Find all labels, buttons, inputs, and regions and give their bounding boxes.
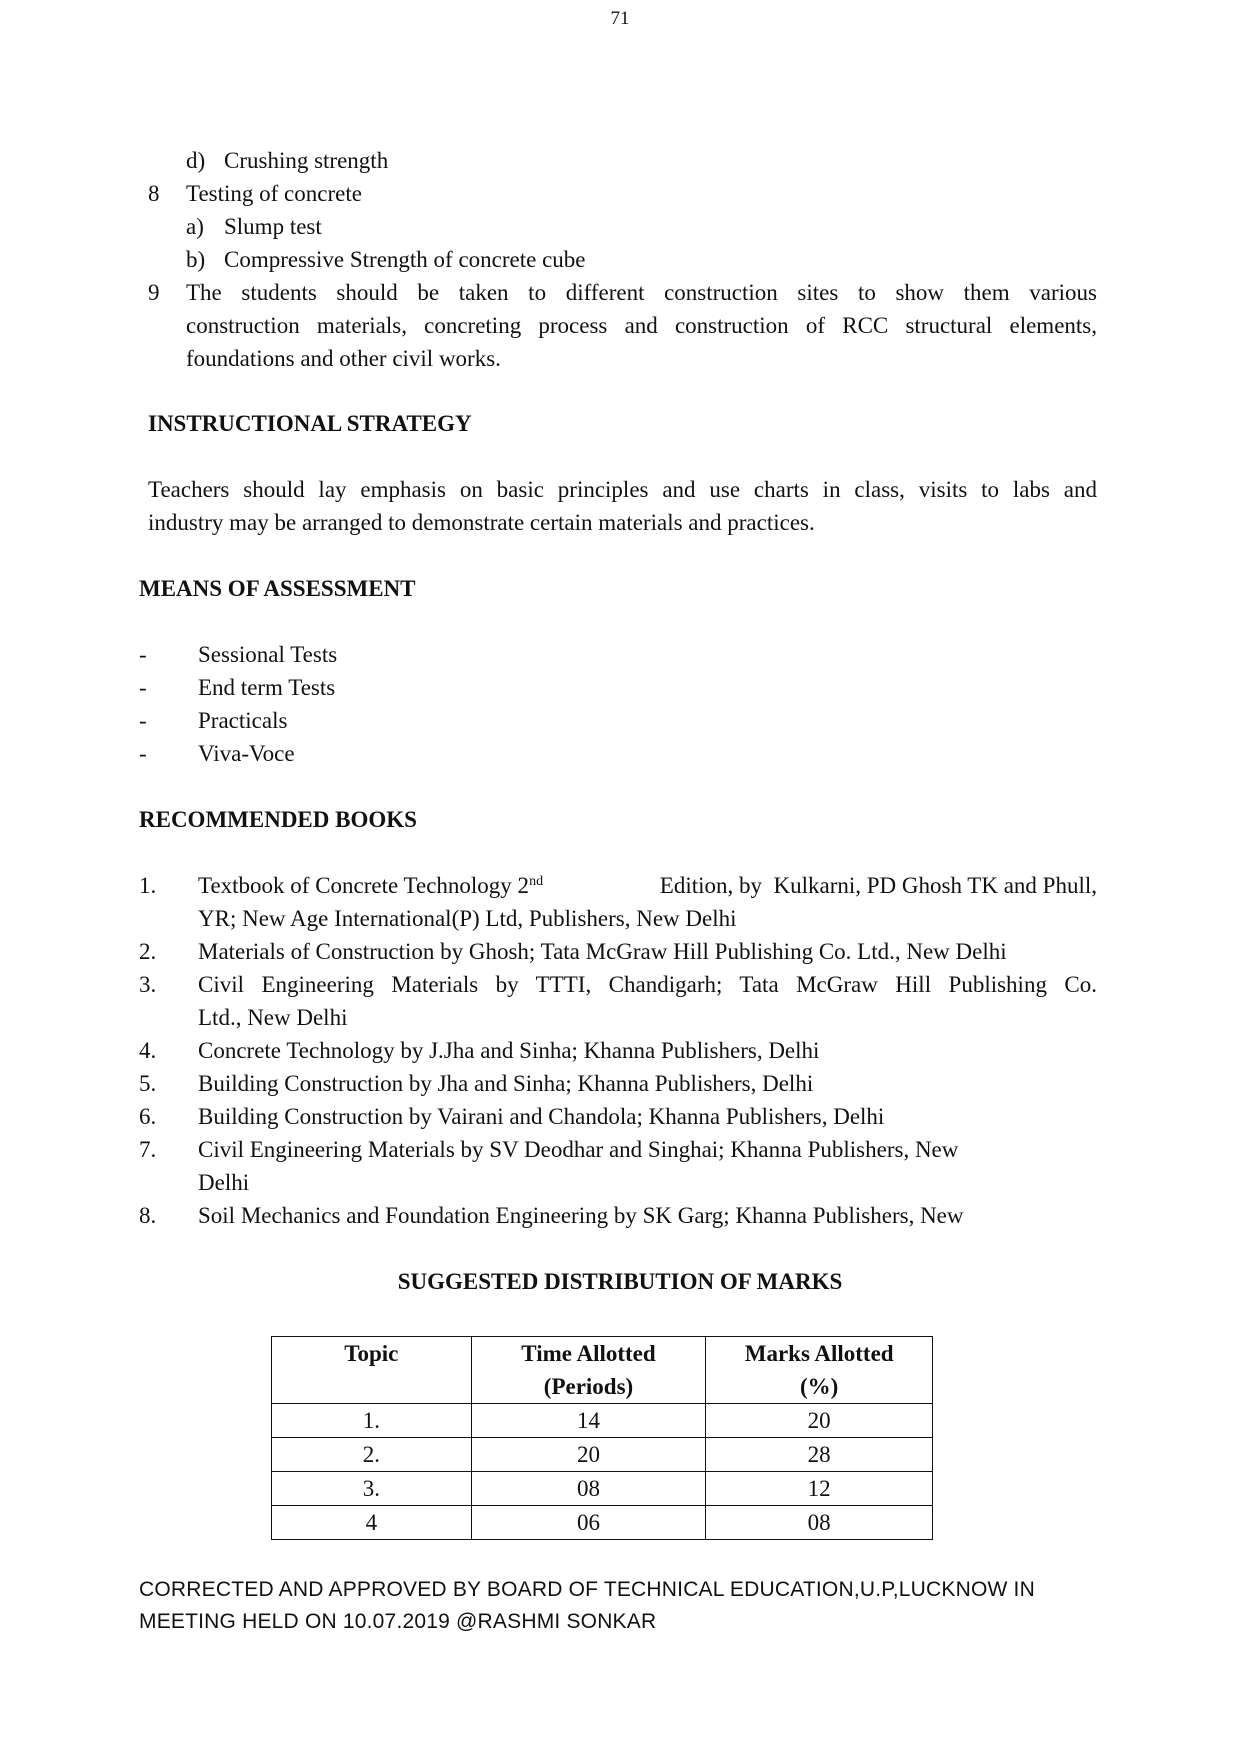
header-line: Marks Allotted [744, 1341, 894, 1366]
cell-marks: 20 [706, 1404, 933, 1438]
header-line: (%) [800, 1374, 839, 1399]
bullet-dash: - [139, 675, 147, 700]
paragraph-line: industry may be arranged to demonstrate certain materials and practices. [148, 510, 815, 535]
book-text-start: Textbook of Concrete Technology 2 [198, 873, 530, 898]
cell-time: 14 [471, 1404, 706, 1438]
header-line-blank [272, 1370, 471, 1403]
section-heading: INSTRUCTIONAL STRATEGY [148, 411, 472, 436]
list-number: 9 [148, 280, 160, 305]
header-line: (Periods) [543, 1374, 634, 1399]
list-item: Civil Engineering Materials by SV Deodhar and Singhai; Khanna Publishers, New [198, 1137, 959, 1162]
bullet-dash: - [139, 708, 147, 733]
table-row [272, 1404, 933, 1438]
list-item: Materials of Construction by Ghosh; Tata McGraw Hill Publishing Co. Ltd., New Delhi [198, 939, 1007, 964]
paragraph-line: The students should be taken to different construction sites to show them various [186, 280, 1097, 305]
list-item [198, 869, 1097, 902]
paragraph-line: foundations and other civil works. [186, 346, 501, 371]
list-item: Sessional Tests [198, 642, 338, 667]
cell-marks: 08 [706, 1506, 933, 1540]
list-item-continuation: YR; New Age International(P) Ltd, Publishers, New Delhi [198, 906, 737, 931]
list-number: 3. [139, 972, 157, 997]
column-header-time [471, 1337, 706, 1404]
list-item: Testing of concrete [186, 181, 362, 206]
table-header-row [272, 1337, 933, 1404]
cell-marks: 12 [706, 1472, 933, 1506]
cell-time: 06 [471, 1506, 706, 1540]
cell-marks: 28 [706, 1438, 933, 1472]
cell-topic: 3. [272, 1472, 472, 1506]
list-item-continuation: Ltd., New Delhi [198, 1005, 348, 1030]
list-item: Crushing strength [224, 148, 389, 173]
list-item: Concrete Technology by J.Jha and Sinha; Khanna Publishers, Delhi [198, 1038, 820, 1063]
footer-line: CORRECTED AND APPROVED BY BOARD OF TECHNICAL EDUCATION,U.P,LUCKNOW IN [139, 1578, 1035, 1601]
section-heading: RECOMMENDED BOOKS [139, 807, 417, 832]
section-heading: MEANS OF ASSESSMENT [139, 576, 416, 601]
marks-table [271, 1336, 933, 1540]
footer-line: MEETING HELD ON 10.07.2019 @RASHMI SONKAR [139, 1610, 657, 1633]
cell-topic: 1. [272, 1404, 472, 1438]
list-number: 6. [139, 1104, 157, 1129]
paragraph-line: Teachers should lay emphasis on basic principles and use charts in class, visits to labs and [148, 477, 1097, 502]
column-header-marks [706, 1337, 933, 1404]
list-item: End term Tests [198, 675, 336, 700]
list-number: 5. [139, 1071, 157, 1096]
list-number: 7. [139, 1137, 157, 1162]
cell-time: 08 [471, 1472, 706, 1506]
page-number: 71 [610, 8, 630, 29]
book-text [198, 869, 543, 902]
superscript: nd [529, 874, 544, 889]
book-text-end: Edition, by Kulkarni, PD Ghosh TK and Phull, [654, 873, 1097, 898]
cell-time: 20 [471, 1438, 706, 1472]
list-marker: a) [186, 214, 204, 239]
table-row [272, 1506, 933, 1540]
list-number: 1. [139, 873, 157, 898]
cell-topic: 2. [272, 1438, 472, 1472]
list-number: 4. [139, 1038, 157, 1063]
bullet-dash: - [139, 642, 147, 667]
table-title: SUGGESTED DISTRIBUTION OF MARKS [397, 1269, 843, 1294]
list-number: 8 [148, 181, 160, 206]
cell-topic: 4 [272, 1506, 472, 1540]
list-marker: b) [186, 247, 206, 272]
list-item: Practicals [198, 708, 288, 733]
list-marker: d) [186, 148, 206, 173]
list-item: Building Construction by Vairani and Chandola; Khanna Publishers, Delhi [198, 1104, 885, 1129]
list-item: Viva-Voce [198, 741, 295, 766]
header-line: Topic [344, 1341, 399, 1366]
list-item: Civil Engineering Materials by TTTI, Chandigarh; Tata McGraw Hill Publishing Co. [198, 972, 1097, 997]
bullet-dash: - [139, 741, 147, 766]
paragraph-line: construction materials, concreting process and construction of RCC structural elements, [186, 313, 1097, 338]
list-number: 8. [139, 1203, 157, 1228]
list-item: Soil Mechanics and Foundation Engineering by SK Garg; Khanna Publishers, New [198, 1203, 964, 1228]
table-row [272, 1438, 933, 1472]
list-number: 2. [139, 939, 157, 964]
list-item-continuation: Delhi [198, 1170, 250, 1195]
list-item: Compressive Strength of concrete cube [224, 247, 586, 272]
table-row [272, 1472, 933, 1506]
header-line: Time Allotted [521, 1341, 656, 1366]
list-item: Slump test [224, 214, 322, 239]
column-header-topic [272, 1337, 472, 1404]
list-item: Building Construction by Jha and Sinha; Khanna Publishers, Delhi [198, 1071, 814, 1096]
